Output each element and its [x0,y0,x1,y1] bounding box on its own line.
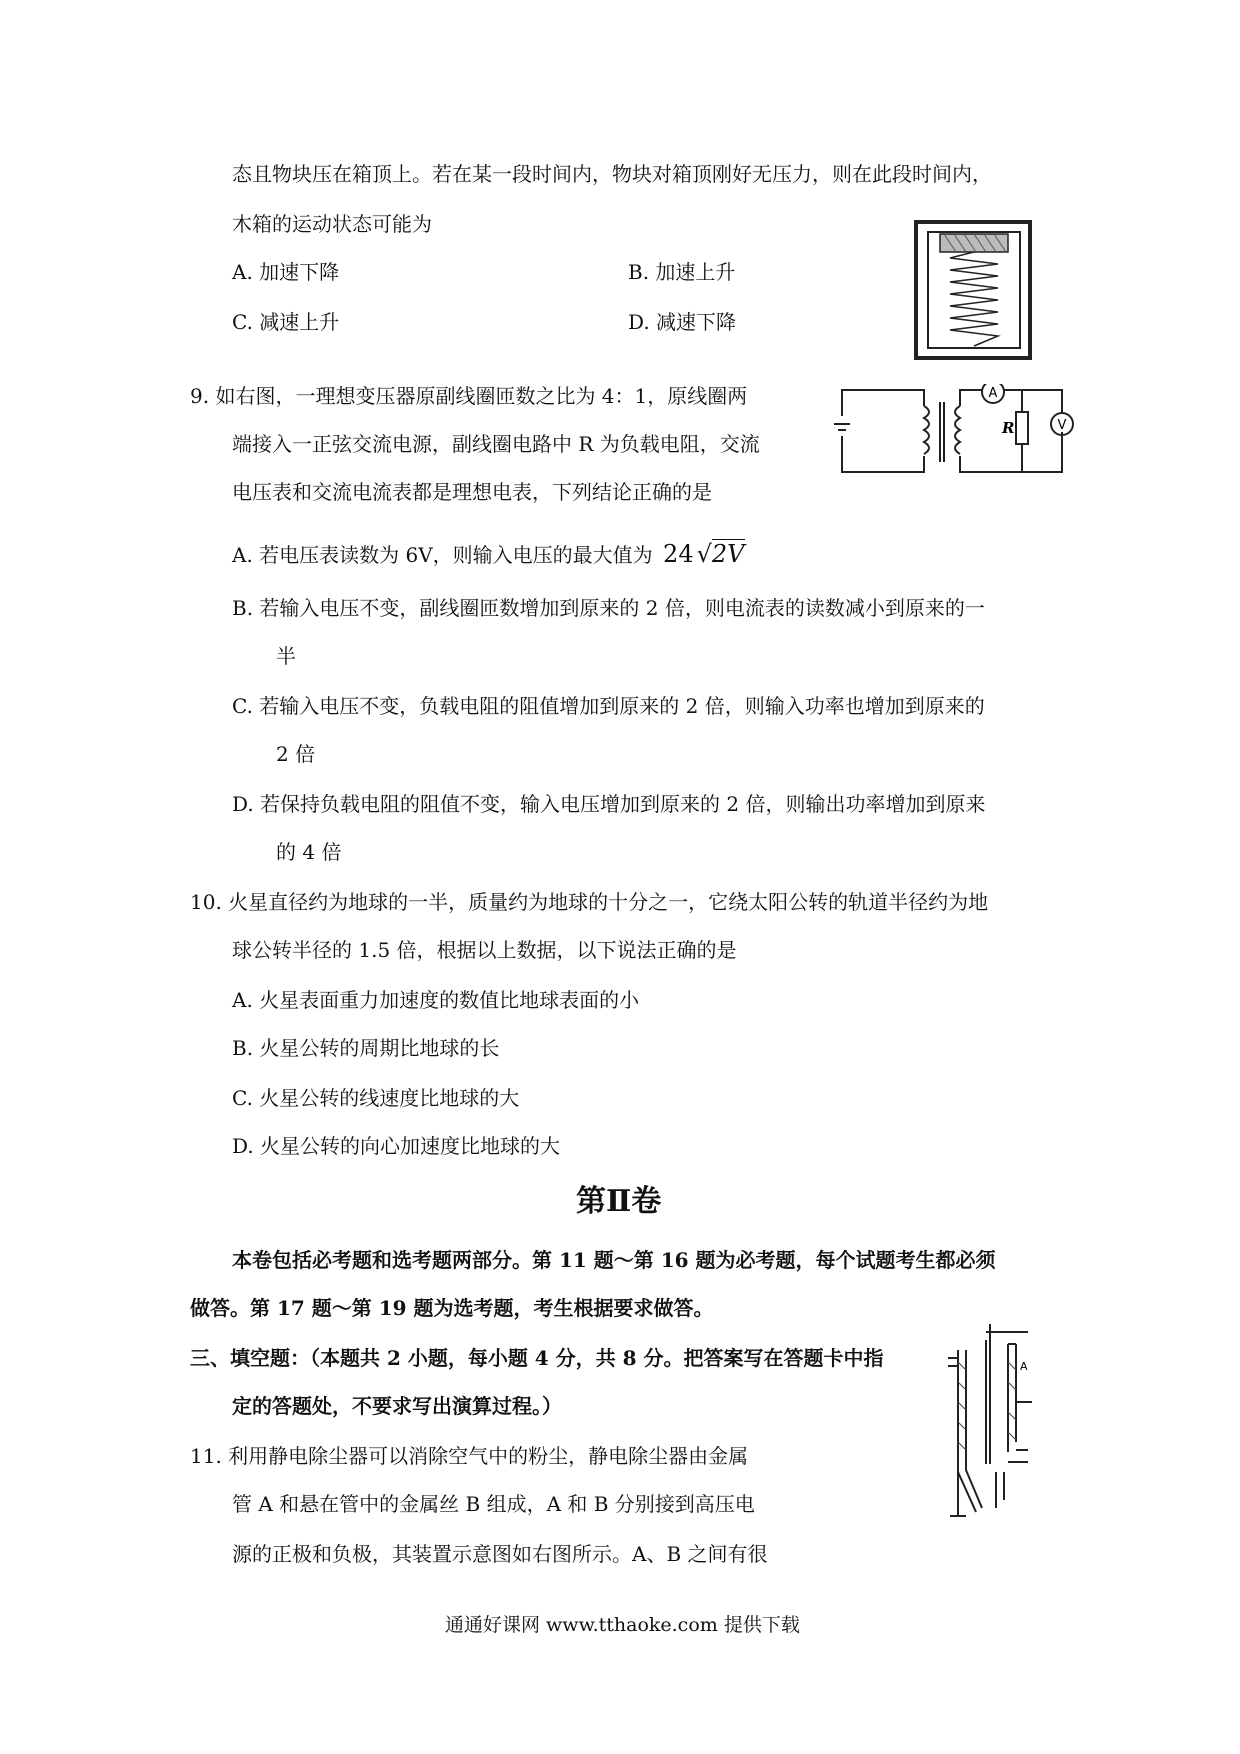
section-intro-line-2: 做答。第 17 题～第 19 题为选考题，考生根据要求做答。 [190,1296,714,1320]
sqrt-sign: √ [696,540,712,568]
resistor-label: R [1002,419,1015,437]
q11-figure-label-a: A [1020,1360,1028,1373]
q9-line-2: 端接入一正弦交流电源，副线圈电路中 R 为负载电阻，交流 [232,432,760,456]
q8-box-spring-figure [914,220,1034,362]
q10-option-a: A. 火星表面重力加速度的数值比地球表面的小 [232,988,640,1012]
q9-option-c-line-2: 2 倍 [276,742,316,766]
part3-heading-line-2: 定的答题处，不要求写出演算过程。） [232,1394,562,1418]
q11-precipitator-figure [948,1322,1048,1522]
q10-option-d: D. 火星公转的向心加速度比地球的大 [232,1134,561,1158]
q8-option-c: C. 减速上升 [232,310,340,334]
q8-option-b: B. 加速上升 [628,260,736,284]
q10-line-2: 球公转半径的 1.5 倍，根据以上数据，以下说法正确的是 [232,938,737,962]
q9-option-a-text: A. 若电压表读数为 6V，则输入电压的最大值为 [232,543,653,567]
q10-line-1: 10. 火星直径约为地球的一半，质量约为地球的十分之一，它绕太阳公转的轨道半径约为地 [190,890,989,914]
footer-source: 通通好课网 www.tthaoke.com 提供下载 [445,1614,800,1636]
q9-option-c-line-1: C. 若输入电压不变，负载电阻的阻值增加到原来的 2 倍，则输入功率也增加到原来的 [232,694,985,718]
section-title: 第Ⅱ卷 [576,1184,662,1219]
q9-transformer-circuit-figure [832,384,1082,480]
q11-line-3: 源的正极和负极，其装置示意图如右图所示。A、B 之间有很 [232,1542,768,1566]
q9-option-a [232,540,745,569]
voltmeter-label: V [1057,418,1067,433]
q9-option-b-line-1: B. 若输入电压不变，副线圈匝数增加到原来的 2 倍，则电流表的读数减小到原来的一 [232,596,985,620]
q8-line-2: 木箱的运动状态可能为 [232,212,432,236]
q9-option-d-line-2: 的 4 倍 [276,840,342,864]
q11-line-1: 11. 利用静电除尘器可以消除空气中的粉尘，静电除尘器由金属 [190,1444,749,1468]
part3-heading-line-1: 三、填空题：（本题共 2 小题，每小题 4 分，共 8 分。把答案写在答题卡中指 [190,1346,884,1370]
q8-option-d: D. 减速下降 [628,310,737,334]
q9-line-1: 9. 如右图，一理想变压器原副线圈匝数之比为 4：1，原线圈两 [190,384,748,408]
q10-option-b: B. 火星公转的周期比地球的长 [232,1036,500,1060]
q8-line-1: 态且物块压在箱顶上。若在某一段时间内，物块对箱顶刚好无压力，则在此段时间内， [232,162,992,186]
q8-option-a: A. 加速下降 [232,260,340,284]
ammeter-label: A [988,386,998,401]
q9-option-a-radicand: 2V [711,540,745,568]
q9-option-d-line-1: D. 若保持负载电阻的阻值不变，输入电压增加到原来的 2 倍，则输出功率增加到原来 [232,792,986,816]
q9-option-b-line-2: 半 [276,644,296,668]
q9-line-3: 电压表和交流电流表都是理想电表，下列结论正确的是 [232,480,712,504]
q9-option-a-value [663,540,744,568]
spring [950,252,998,346]
q9-option-a-coefficient: 24 [663,540,694,568]
q10-option-c: C. 火星公转的线速度比地球的大 [232,1086,520,1110]
q11-line-2: 管 A 和悬在管中的金属丝 B 组成，A 和 B 分别接到高压电 [232,1492,755,1516]
section-intro-line-1: 本卷包括必考题和选考题两部分。第 11 题～第 16 题为必考题，每个试题考生都必须 [232,1248,996,1272]
